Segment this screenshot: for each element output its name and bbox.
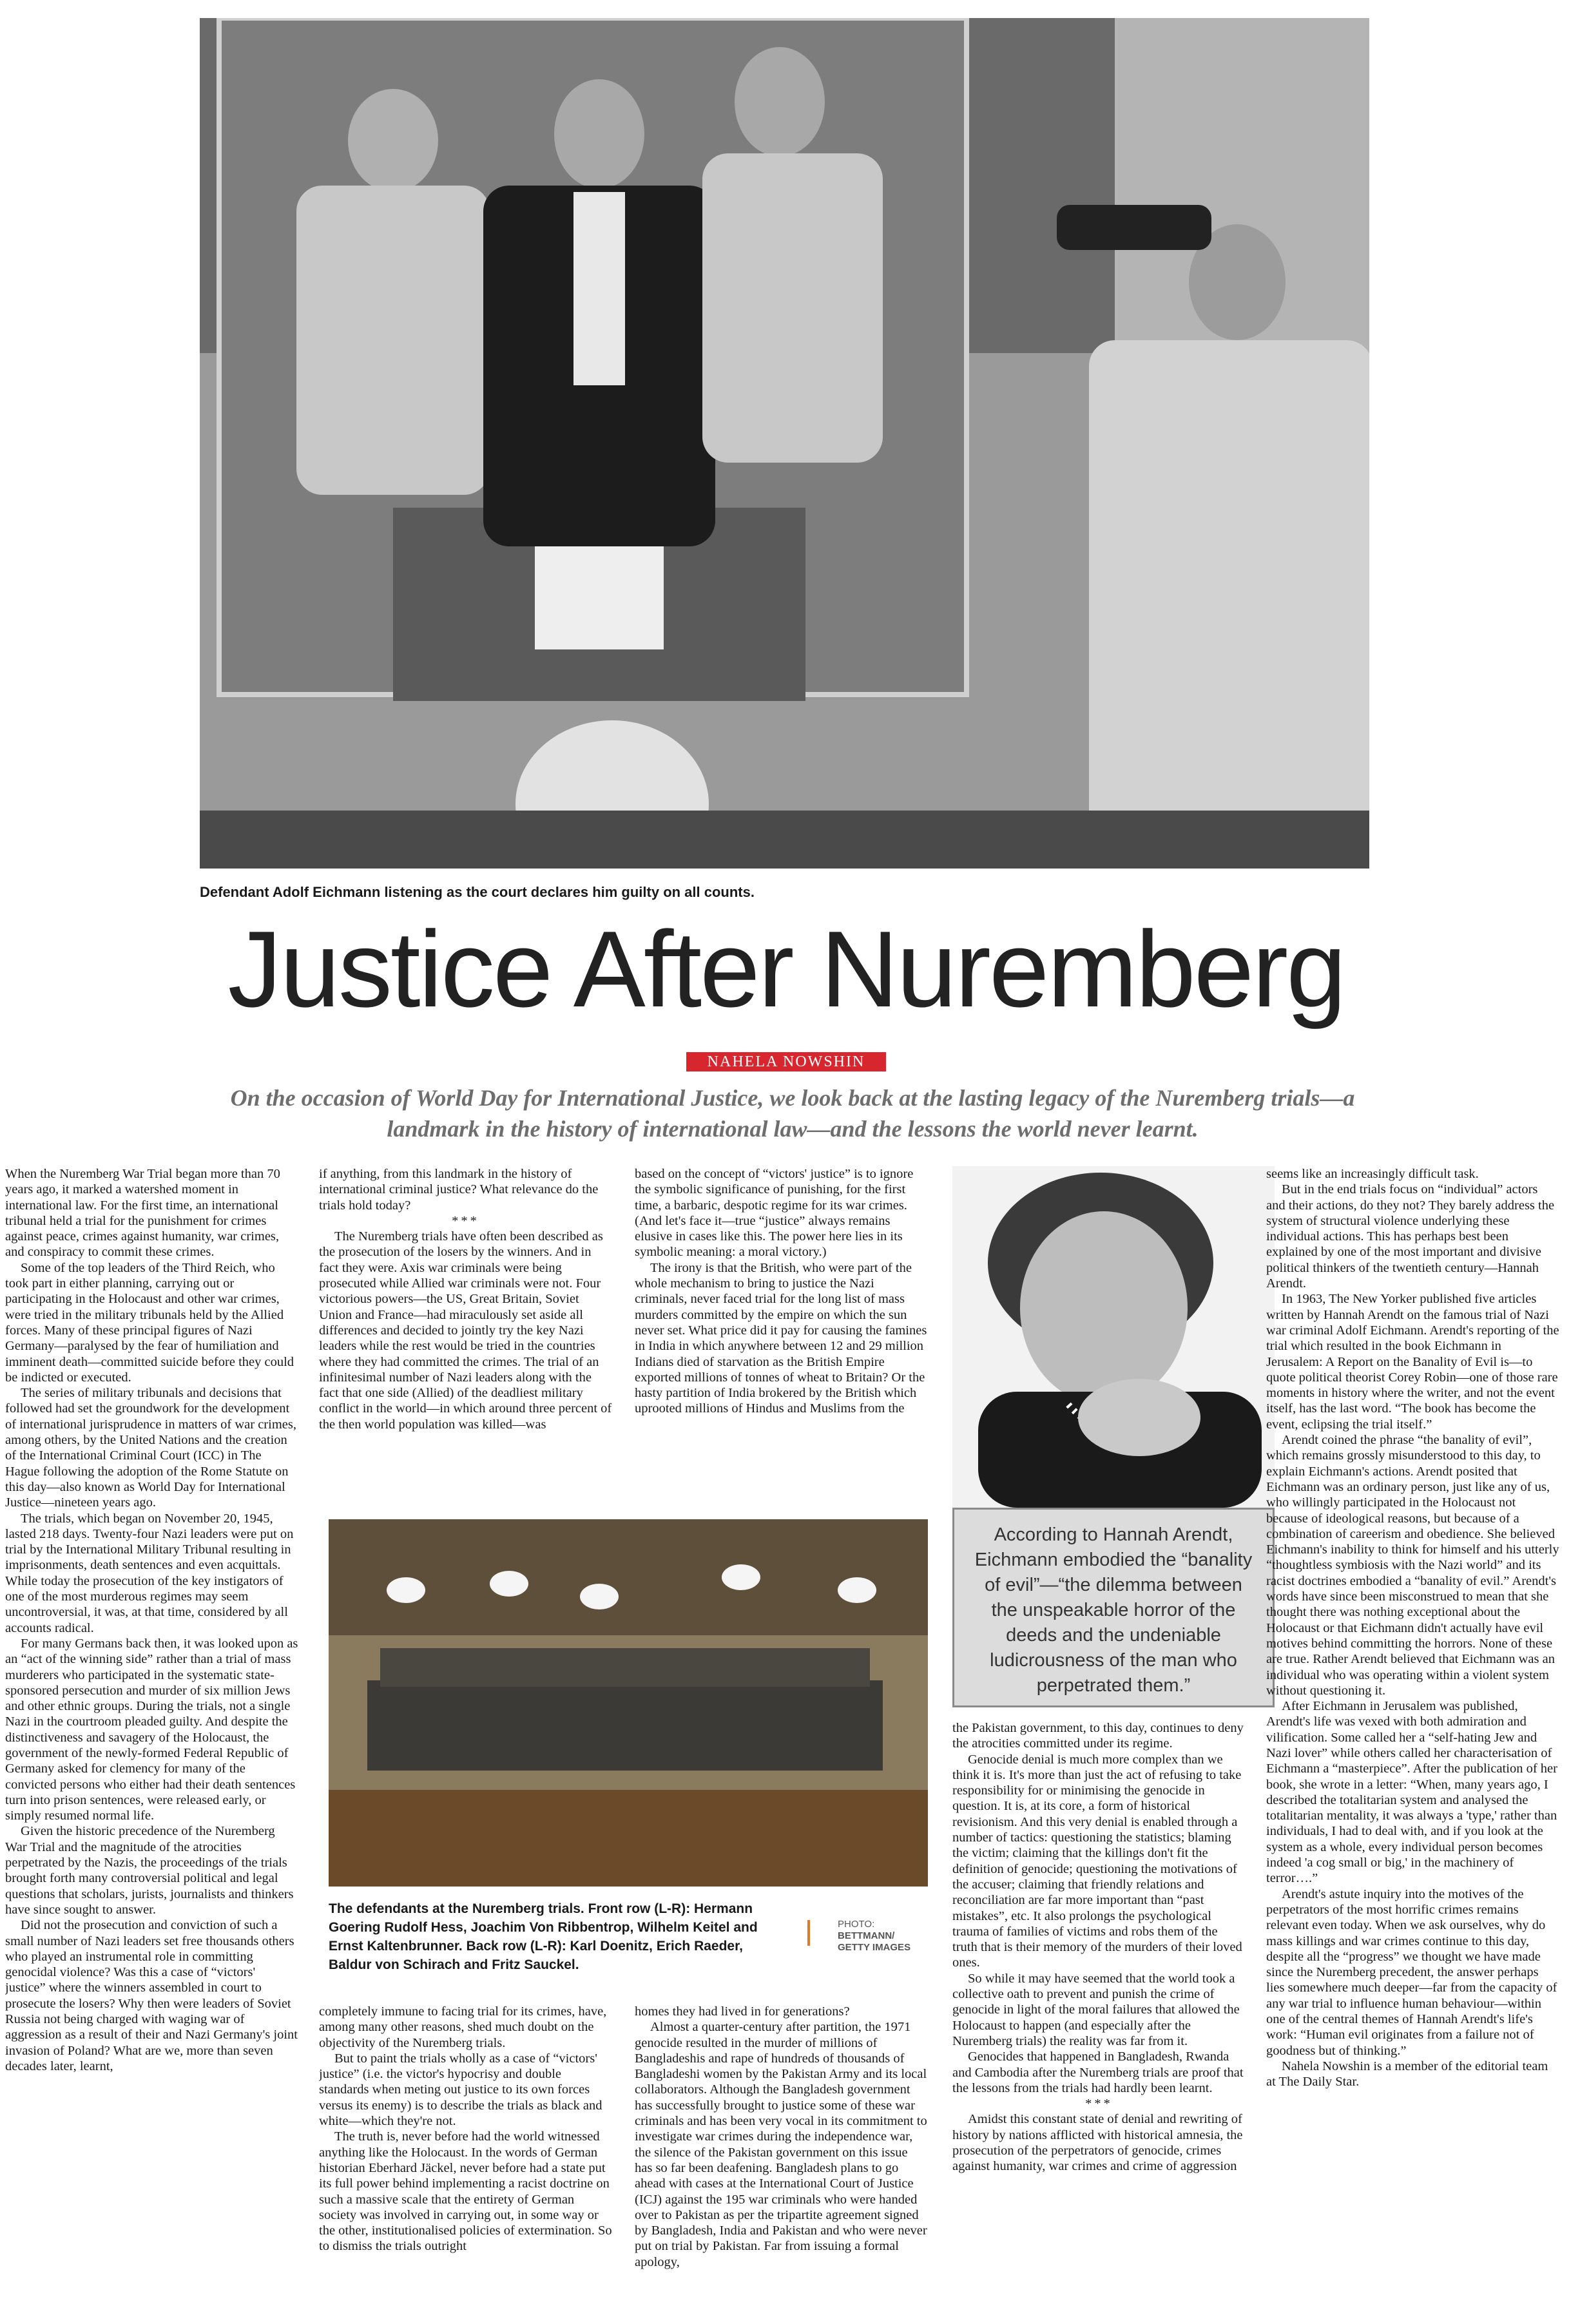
- paragraph: The irony is that the British, who were part of the whole mechanism to bring to justice the Nazi criminals, never faced trial for the long list of mass murders committed by the empire on which the sun never set. What price did it pay for causing the famines in India in which anywhere between 12 and 29 million Indians died of starvation as the British Empire exported millions of tonnes of wheat to Britain? Or the hasty partition of India brokered by the British which uprooted millions of Hindus and Muslims from the: [635, 1260, 927, 1416]
- paragraph: After Eichmann in Jerusalem was published, Arendt's life was vexed with both admiration and vilification. Some called her a “self-hating Jew and Nazi lover” while others called her characterisation of Eichmann a “masterpiece”. After the publication of her book, she wrote in a letter: “When, many years ago, I described the totalitarian system and analysed the totalitarian mentality, it was always a 'type,' rather than individuals, I had to deal with, and if you look at the system as a whole, every individual person becomes indeed 'a cog small or big,' in the machinery of terror….”: [1266, 1699, 1557, 1886]
- hannah-arendt-portrait: [952, 1166, 1275, 1508]
- paragraph: So while it may have seemed that the world took a collective oath to prevent and punish the crime of genocide in light of the moral failures that allowed the Holocaust to happen (and especially after the Nuremberg trials) the reality was far from it.: [952, 1971, 1240, 2048]
- paragraph: Amidst this constant state of denial and rewriting of history by nations afflicted with historical amnesia, the prosecution of the perpetrators of genocide, crimes against humanity, war crimes and crime of aggression: [952, 2112, 1243, 2174]
- paragraph: Some of the top leaders of the Third Reich, who took part in either planning, carrying out or participating in the Holocaust and other war crimes, were tried in the military tribunals held by the Allied forces. Many of these principal figures of Nazi Germany—paralysed by the fear of humiliation and imminent death—committed suicide before they could be indicted or executed.: [5, 1260, 294, 1385]
- credit-divider: [807, 1920, 810, 1946]
- paragraph: seems like an increasingly difficult task.: [1266, 1167, 1479, 1181]
- deck-text: On the occasion of World Day for International Justice, we look back at the lasting legacy of the Nuremberg trials—a landmark in the history of international law—and the lessons the world never learnt.: [230, 1085, 1355, 1142]
- column-2-top: [319, 1166, 612, 1501]
- section-break: ***: [1085, 2097, 1113, 2111]
- column-3-top: [635, 1166, 928, 1501]
- credit-line-2: BETTMANN/: [838, 1930, 895, 1941]
- column-3-bottom: [635, 2004, 928, 2319]
- middle-photo-caption: The defendants at the Nuremberg trials. Front row (L-R): Hermann Goering Rudolf Hess, Joachim Von Ribbentrop, Wilhelm Keitel and Ernst Kaltenbrunner. Back row (L-R): Karl Doenitz, Erich Raeder, Baldur von Schirach and Fritz Sauckel.: [329, 1901, 758, 1972]
- paragraph: But to paint the trials wholly as a case of “victors' justice” (i.e. the victor's hypocrisy and double standards when meting out justice to its own forces versus its enemy) is to describe the trials as black and white—which they're not.: [319, 2051, 602, 2129]
- paragraph: based on the concept of “victors' justice” is to ignore the symbolic significance of punishing, for the first time, a barbaric, despotic regime for its war crimes. (And let's face it—true “justice” always remains elusive in cases like this. The power here lies in its symbolic meaning: a moral victory.): [635, 1167, 914, 1260]
- credit-line-3: GETTY IMAGES: [838, 1942, 911, 1953]
- paragraph: Arendt coined the phrase “the banality of evil”, which remains grossly misunderstood to this day, to explain Eichmann's actions. Arendt posited that Eichmann was an ordinary person, just like any of us, who willingly participated in the Holocaust not because of ideological reasons, but because of a combination of careerism and obedience. She believed Eichmann's inability to think for himself and his utterly “thoughtless symbiosis with the Nazi world” and its racist doctrines embodied a “banality of evil.” Arendt's words have since been misconstrued to mean that she thought there was nothing exceptional about the Holocaust or that Eichmann didn't actually have evil motives behind committing the horrors. None of these are true. Rather Arendt believed that Eichmann was an individual who was operating within a violent system without questioning it.: [1266, 1433, 1559, 1698]
- pull-quote-text: According to Hannah Arendt, Eichmann embodied the “banality of evil”—“the dilemma between the unspeakable horror of the deeds and the undeniable ludicrousness of the man who perpetrated them.”: [974, 1524, 1253, 1696]
- column-2-bottom: [319, 2004, 612, 2319]
- paragraph: But in the end trials focus on “individual” actors and their actions, do they not? They barely address the system of structural violence underlying these individual actions. This has perhaps best been explained by one of the most important and divisive political thinkers of the twentieth century—Hannah Arendt.: [1266, 1182, 1555, 1291]
- paragraph: completely immune to facing trial for its crimes, have, among many other reasons, shed much doubt on the objectivity of the Nuremberg trials.: [319, 2004, 607, 2050]
- paragraph: if anything, from this landmark in the history of international criminal justice? What relevance do the trials hold today?: [319, 1167, 599, 1213]
- byline: NAHELA NOWSHIN: [686, 1052, 886, 1071]
- paragraph: For many Germans back then, it was looked upon as an “act of the winning side” rather than a trial of mass murderers who participated in the systematic state-sponsored persecution and murder of six million Jews and other ethnic groups. During the trials, not a single Nazi in the courtroom pleaded guilty. And despite the distinctiveness and savagery of the Holocaust, the government of the newly-formed Federal Republic of Germany asked for clemency for many of the convicted persons who either had their death sentences turn into prison sentences, were released early, or simply resumed normal life.: [5, 1636, 298, 1823]
- paragraph: Arendt's astute inquiry into the motives of the perpetrators of the most horrific crimes remains relevant even today. When we ask ourselves, why do mass killings and war crimes continue to this day, despite all the “progress” we thought we have made since the Nuremberg precedent, the answer perhaps lies somewhere much deeper—far from the capacity of any war trial to influence human behaviour—within one of the central themes of Hannah Arendt's life's work: “Human evil originates from a failure not of goodness but of thinking.”: [1266, 1887, 1557, 2058]
- column-5: [1266, 1166, 1559, 2319]
- paragraph: In 1963, The New Yorker published five articles written by Hannah Arendt on the famous trial of Nazi war criminal Adolf Eichmann. Arendt's reporting of the trial which resulted in the book Eichmann in Jerusalem: A Report on the Banality of Evil is—to quote political theorist Corey Robin—one of those rare moments in history where the writer, and not the event itself, has the last word. “The book has become the event, eclipsing the trial itself.”: [1266, 1292, 1559, 1432]
- paragraph: The trials, which began on November 20, 1945, lasted 218 days. Twenty-four Nazi leaders were put on trial by the International Military Tribunal resulting in imprisonments, death sentences and even acquittals. While today the prosecution of the key instigators of one of the most murderous regimes may seem uncontroversial, it was, at that time, considered by all accounts radical.: [5, 1511, 294, 1635]
- paragraph: The Nuremberg trials have often been described as the prosecution of the losers by the winners. And in fact they were. Axis war criminals were being prosecuted while Allied war criminals were not. Four victorious powers—the US, Great Britain, Soviet Union and France—had miraculously set aside all differences and decided to jointly try the key Nazi leaders while the rest would be tried in the countries where they had committed the crimes. The trial of an infinitesimal number of Nazi leaders along with the fact that one side (Allied) of the deadliest military conflict in the world—in which around three percent of the then world population was killed—was: [319, 1229, 612, 1432]
- photo-credit: [838, 1919, 934, 1954]
- paragraph: Genocides that happened in Bangladesh, Rwanda and Cambodia after the Nuremberg trials are proof that the lessons from the trials had hardly been learnt.: [952, 2050, 1244, 2095]
- eichmann-trial-photo: [200, 18, 1369, 869]
- credit-line-1: PHOTO:: [838, 1919, 875, 1930]
- paragraph: Given the historic precedence of the Nuremberg War Trial and the magnitude of the atrocities perpetrated by the Nazis, the proceedings of the trials brought forth many controversial political and legal questions that scholars, jurists, journalists and thinkers have since sought to answer.: [5, 1824, 294, 1917]
- paragraph: Genocide denial is much more complex than we think it is. It's more than just the act of refusing to take responsibility for or minimising the genocide in question. It is, at its core, a form of historical revisionism. And this very denial is enabled through a number of tactics: questioning the statistics; blaming the victim; claiming that the killings don't fit the definition of genocide; questioning the motivations of the accuser; claiming that friendly relations and reconciliation are far more important than “past mistakes”, etc. It also prolongs the psychological trauma of families of victims and robs them of the truth that is their memory of the murders of their loved ones.: [952, 1752, 1242, 1970]
- paragraph: homes they had lived in for generations?: [635, 2004, 850, 2019]
- paragraph: Almost a quarter-century after partition, the 1971 genocide resulted in the murder of millions of Bangladeshis and rape of hundreds of thousands of Bangladeshi women by the Pakistan Army and its local collaborators. Although the Bangladesh government has successfully brought to justice some of these war criminals and has been very vocal in its commitment to investigate war crimes during the independence war, the silence of the Pakistan government on this issue has so far been deafening. Bangladesh plans to go ahead with cases at the International Court of Justice (ICJ) against the 195 war criminals who were handed over to Pakistan as per the tripartite agreement signed by Bangladesh, India and Pakistan and who were never put on trial by Pakistan. Far from issuing a formal apology,: [635, 2020, 927, 2269]
- paragraph: Nahela Nowshin is a member of the editorial team at The Daily Star.: [1266, 2059, 1548, 2089]
- paragraph: When the Nuremberg War Trial began more than 70 years ago, it marked a watershed moment in international law. For the first time, an international tribunal held a trial for the punishment for crimes against peace, crimes against humanity, war crimes, and conspiracy to commit these crimes.: [5, 1167, 280, 1260]
- column-1: [5, 1166, 298, 2319]
- headline: Justice After Nuremberg: [227, 908, 1345, 1030]
- deck: [193, 1082, 1392, 1144]
- paragraph: The series of military tribunals and decisions that followed had set the groundwork for the development of international jurisprudence in matters of war crimes, among others, by the United Nations and the creation of the International Criminal Court (ICC) in The Hague following the adoption of the Rome Statute on this day—also known as World Day for International Justice—nineteen years ago.: [5, 1386, 296, 1510]
- paragraph: the Pakistan government, to this day, continues to deny the atrocities committed under its regime.: [952, 1721, 1244, 1751]
- column-4: [952, 1720, 1246, 2319]
- section-break: ***: [452, 1213, 479, 1228]
- paragraph: The truth is, never before had the world witnessed anything like the Holocaust. In the words of German historian Eberhard Jäckel, never before had a state put its full power behind implementing a racist doctrine on such a massive scale that the entirety of German society was involved in carrying out, in some way or the other, institutionalised policies of extermination. So to dismiss the trials outright: [319, 2129, 612, 2254]
- pull-quote: [952, 1508, 1275, 1707]
- nuremberg-defendants-photo: [329, 1519, 928, 1887]
- top-photo-caption: Defendant Adolf Eichmann listening as the court declares him guilty on all counts.: [200, 884, 755, 900]
- paragraph: Did not the prosecution and conviction of such a small number of Nazi leaders set free thousands others who played an instrumental role in committing genocidal violence? Was this a case of “victors' justice” where the winners assembled in court to prosecute the losers? Why then were leaders of Soviet Russia not being charged with waging war of aggression as a result of their and Nazi Germany's joint invasion of Poland? What are we, more than seven decades later, learnt,: [5, 1918, 298, 2073]
